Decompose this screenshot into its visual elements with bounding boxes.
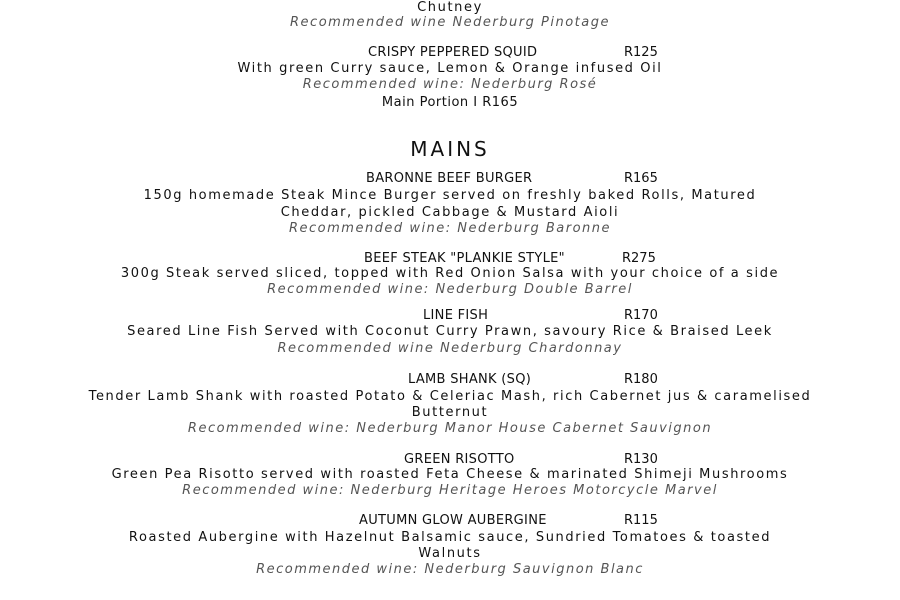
menu-item-price: R180: [624, 372, 658, 387]
menu-item-price: R275: [622, 251, 656, 266]
menu-item-price: R115: [624, 513, 658, 528]
menu-item-price: R170: [624, 308, 658, 323]
squid-price: R125: [624, 45, 658, 60]
squid-desc: With green Curry sauce, Lemon & Orange infused Oil: [237, 61, 663, 76]
menu-item-wine: Recommended wine: Nederburg Baronne: [288, 221, 612, 236]
menu-item-price: R130: [624, 452, 658, 467]
menu-item-desc: 150g homemade Steak Mince Burger served on freshly baked Rolls, Matured: [143, 188, 757, 203]
squid-title: CRISPY PEPPERED SQUID: [368, 45, 538, 60]
menu-item-title: BARONNE BEEF BURGER: [366, 171, 533, 186]
menu-item-desc: Seared Line Fish Served with Coconut Curry Prawn, savoury Rice & Braised Leek: [127, 324, 773, 339]
menu-item-wine: Recommended wine: Nederburg Double Barrel: [267, 282, 633, 297]
menu-item-wine: Recommended wine: Nederburg Manor House Cabernet Sauvignon: [187, 421, 713, 436]
menu-item-title: GREEN RISOTTO: [404, 452, 515, 467]
menu-item-desc: 300g Steak served sliced, topped with Red Onion Salsa with your choice of a side: [120, 266, 780, 281]
squid-main-portion: Main Portion I R165: [381, 95, 519, 110]
top-item-wine: Recommended wine Nederburg Pinotage: [290, 15, 610, 30]
menu-item-wine: Recommended wine: Nederburg Heritage Heroes Motorcycle Marvel: [182, 483, 718, 498]
top-item-desc: Chutney: [417, 0, 483, 15]
menu-item-desc: Tender Lamb Shank with roasted Potato & Celeriac Mash, rich Cabernet jus & caramelised: [88, 389, 812, 404]
menu-item-title: LAMB SHANK (SQ): [408, 372, 532, 387]
menu-item-desc: Roasted Aubergine with Hazelnut Balsamic sauce, Sundried Tomatoes & toasted: [128, 530, 772, 545]
menu-item-price: R165: [624, 171, 658, 186]
menu-item-wine: Recommended wine: Nederburg Sauvignon Blanc: [256, 562, 644, 577]
menu-item-title: LINE FISH: [423, 308, 489, 323]
menu-item-wine: Recommended wine Nederburg Chardonnay: [277, 341, 623, 356]
menu-item-desc: Butternut: [411, 405, 489, 420]
menu-item-desc: Green Pea Risotto served with roasted Feta Cheese & marinated Shimeji Mushrooms: [111, 467, 789, 482]
menu-item-title: BEEF STEAK "PLANKIE STYLE": [364, 251, 565, 266]
menu-item-desc: Walnuts: [418, 546, 482, 561]
menu-item-desc: Cheddar, pickled Cabbage & Mustard Aioli: [280, 205, 620, 220]
menu-item-title: AUTUMN GLOW AUBERGINE: [359, 513, 547, 528]
section-heading-mains: MAINS: [410, 137, 490, 161]
squid-wine: Recommended wine: Nederburg Rosé: [302, 77, 598, 92]
